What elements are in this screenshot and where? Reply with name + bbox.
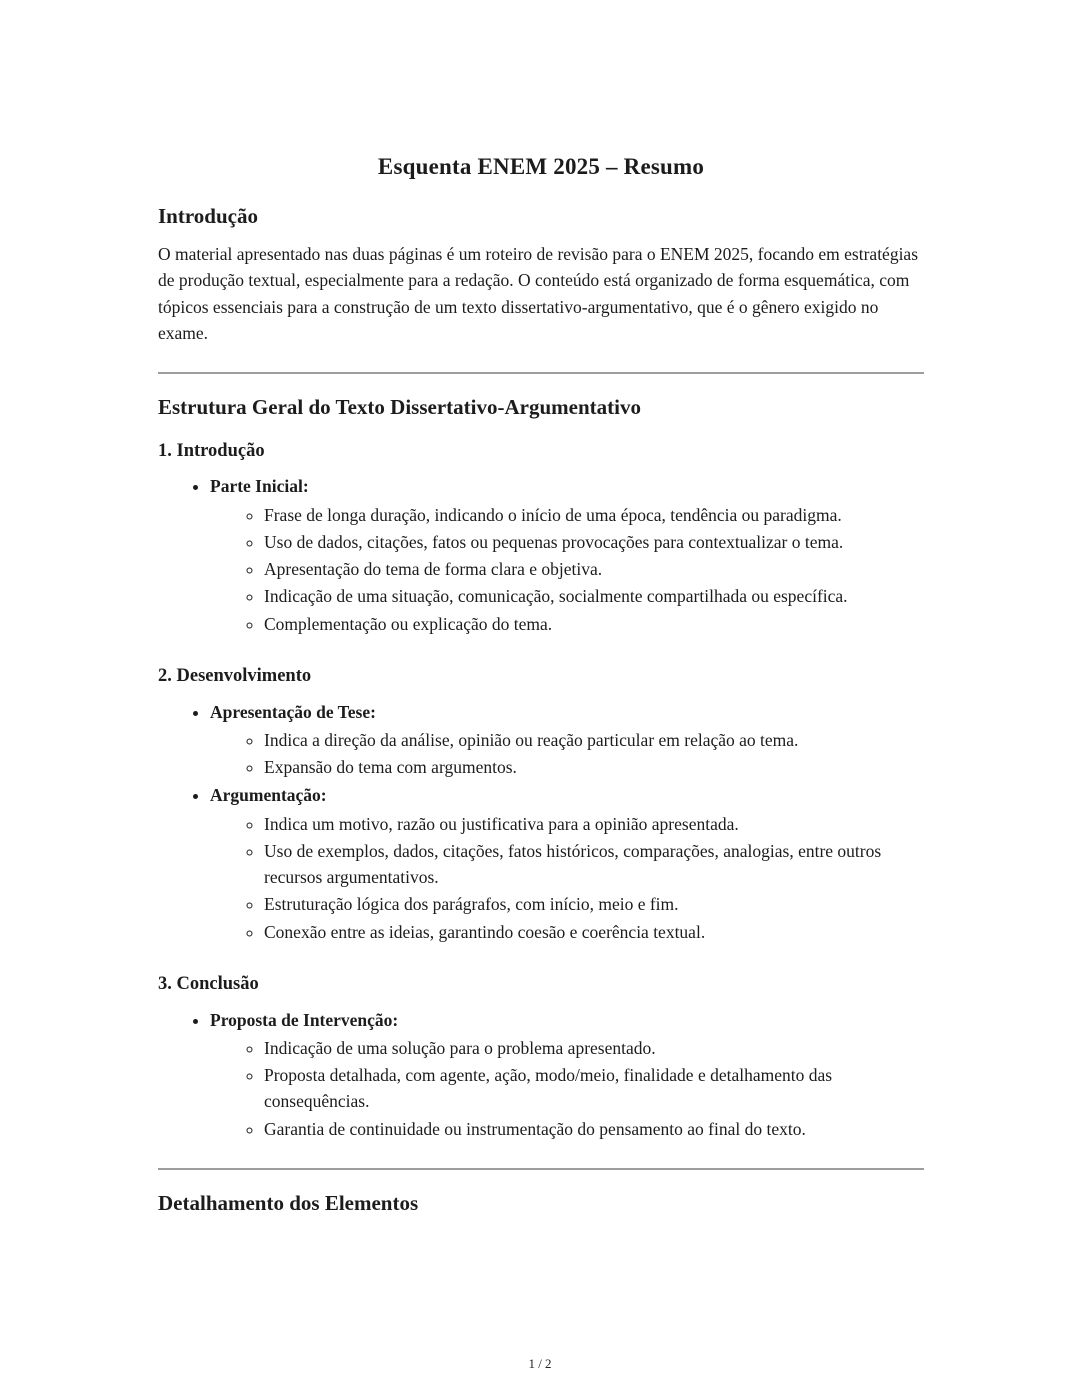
sub-bullet-list bbox=[210, 811, 924, 945]
bullet-label: Parte Inicial: bbox=[210, 476, 309, 497]
bullet-label: Proposta de Intervenção: bbox=[210, 1009, 399, 1030]
page-number: 1 / 2 bbox=[528, 1355, 552, 1371]
bullet-list bbox=[158, 699, 924, 945]
bullet-list bbox=[158, 1007, 924, 1142]
list-item bbox=[210, 699, 924, 781]
list-item: ◦ Expansão do tema com argumentos. bbox=[264, 754, 924, 780]
section-divider bbox=[158, 1168, 924, 1170]
section-heading-estrutura: Estrutura Geral do Texto Dissertativo-Argumentativo bbox=[158, 395, 641, 419]
sub-bullet-list bbox=[210, 727, 924, 781]
sub-heading: 2. Desenvolvimento bbox=[158, 665, 312, 686]
list-item bbox=[210, 1007, 924, 1142]
list-item: ◦ Frase de longa duração, indicando o início de uma época, tendência ou paradigma. bbox=[264, 502, 924, 528]
sub-heading: 1. Introdução bbox=[158, 440, 265, 461]
sub-bullet-list bbox=[210, 1035, 924, 1142]
intro-paragraph: O material apresentado nas duas páginas é um roteiro de revisão para o ENEM 2025, focando em estratégias de produção textual, especialmente para a redação. O conteúdo está organizado de forma esquemática, com tópicos essenciais para a construção de um texto dissertativo-argumentativo, que é o gênero exigido no exame. bbox=[158, 244, 919, 343]
section-conclusao bbox=[158, 971, 924, 1142]
list-item: ◦ Proposta detalhada, com agente, ação, modo/meio, finalidade e detalhamento das consequências. bbox=[264, 1062, 924, 1115]
list-item: ◦ Uso de exemplos, dados, citações, fatos históricos, comparações, analogias, entre outros recursos argumentativos. bbox=[264, 838, 924, 891]
sub-bullet-list bbox=[210, 502, 924, 637]
list-item bbox=[210, 782, 924, 945]
list-item: ◦ Indicação de uma solução para o problema apresentado. bbox=[264, 1035, 924, 1061]
list-item: ◦ Indica a direção da análise, opinião ou reação particular em relação ao tema. bbox=[264, 727, 924, 753]
list-item bbox=[210, 473, 924, 637]
list-item: ◦ Estruturação lógica dos parágrafos, com início, meio e fim. bbox=[264, 891, 924, 917]
list-item: ◦ Complementação ou explicação do tema. bbox=[264, 611, 924, 637]
bullet-list bbox=[158, 473, 924, 637]
list-item: ◦ Uso de dados, citações, fatos ou pequenas provocações para contextualizar o tema. bbox=[264, 529, 924, 555]
bullet-label: Apresentação de Tese: bbox=[210, 701, 376, 722]
sub-heading: 3. Conclusão bbox=[158, 973, 259, 994]
section-heading-introducao: Introdução bbox=[158, 203, 258, 228]
section-divider bbox=[158, 372, 924, 374]
list-item: ◦ Conexão entre as ideias, garantindo coesão e coerência textual. bbox=[264, 919, 924, 945]
list-item: ◦ Apresentação do tema de forma clara e objetiva. bbox=[264, 556, 924, 582]
page-title: Esquenta ENEM 2025 – Resumo bbox=[377, 154, 705, 179]
section-introducao bbox=[158, 438, 924, 637]
list-item: ◦ Indicação de uma situação, comunicação, socialmente compartilhada ou específica. bbox=[264, 583, 924, 609]
bullet-label: Argumentação: bbox=[210, 785, 327, 806]
section-desenvolvimento bbox=[158, 663, 924, 945]
section-heading-detalhamento: Detalhamento dos Elementos bbox=[158, 1190, 419, 1215]
list-item: ◦ Indica um motivo, razão ou justificativa para a opinião apresentada. bbox=[264, 811, 924, 837]
list-item: ◦ Garantia de continuidade ou instrumentação do pensamento ao final do texto. bbox=[264, 1116, 924, 1142]
